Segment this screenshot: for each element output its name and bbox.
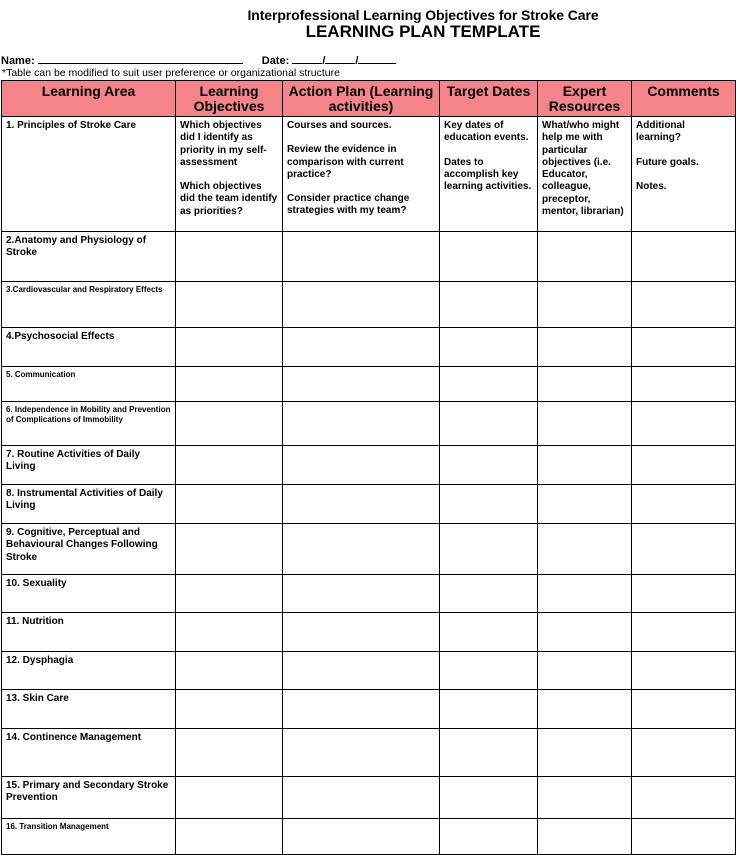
area-label: 2.Anatomy and Physiology of Stroke: [6, 235, 147, 259]
objectives-cell[interactable]: [176, 367, 283, 402]
action-cell[interactable]: [283, 446, 440, 485]
dates-cell[interactable]: [440, 575, 538, 613]
objectives-cell[interactable]: [176, 819, 283, 855]
dates-cell[interactable]: [440, 367, 538, 402]
resources-cell[interactable]: [538, 232, 632, 282]
table-row: [2, 402, 736, 446]
dates-cell[interactable]: [440, 777, 538, 819]
area-cell: [2, 117, 176, 232]
comments-cell[interactable]: [632, 402, 736, 446]
area-label: 1. Principles of Stroke Care: [6, 120, 137, 131]
area-cell: [2, 613, 176, 652]
resources-cell[interactable]: [538, 777, 632, 819]
dates-cell[interactable]: [440, 117, 538, 232]
resources-cell[interactable]: [538, 117, 632, 232]
comments-cell[interactable]: [632, 485, 736, 524]
area-label: 7. Routine Activities of Daily Living: [6, 449, 141, 473]
action-cell[interactable]: [283, 117, 440, 232]
comments-cell[interactable]: [632, 446, 736, 485]
action-prompt-3: Consider practice change strategies with my team?: [287, 193, 410, 217]
objectives-prompt-2: Which objectives did the team identify as priorities?: [180, 181, 278, 217]
area-label: 4.Psychosocial Effects: [6, 331, 115, 342]
objectives-cell[interactable]: [176, 690, 283, 729]
resources-cell[interactable]: [538, 402, 632, 446]
resources-cell[interactable]: [538, 690, 632, 729]
area-cell: [2, 777, 176, 819]
comments-cell[interactable]: [632, 524, 736, 575]
dates-prompt-1: Key dates of education events.: [444, 120, 529, 144]
table-row: [2, 819, 736, 855]
comments-cell[interactable]: [632, 232, 736, 282]
name-label: Name:: [1, 55, 35, 67]
header-learning-objectives: Learning Objectives: [176, 81, 283, 117]
table-row: [2, 690, 736, 729]
area-label: 14. Continence Management: [6, 732, 142, 743]
resources-cell[interactable]: [538, 446, 632, 485]
objectives-prompt-1: Which objectives did I identify as priority in my self-assessment: [180, 120, 267, 168]
area-cell: [2, 729, 176, 777]
resources-cell[interactable]: [538, 613, 632, 652]
dates-cell[interactable]: [440, 282, 538, 328]
resources-cell[interactable]: [538, 328, 632, 367]
area-label: 6. Independence in Mobility and Prevention of Complications of Immobility: [6, 405, 171, 424]
table-row: [2, 328, 736, 367]
header-comments: Comments: [632, 81, 736, 117]
table-row: [2, 446, 736, 485]
area-label: 16. Transition Management: [6, 822, 109, 831]
action-cell[interactable]: [283, 690, 440, 729]
area-cell: [2, 485, 176, 524]
comments-prompt-3: Notes.: [636, 180, 667, 192]
area-cell: [2, 402, 176, 446]
area-cell: [2, 367, 176, 402]
comments-cell[interactable]: [632, 367, 736, 402]
date-sep-2: /: [355, 55, 359, 67]
header-expert-resources: Expert Resources: [538, 81, 632, 117]
area-label: 9. Cognitive, Perceptual and Behavioural Changes Following Stroke: [6, 527, 158, 563]
header-target-dates: Target Dates: [440, 81, 538, 117]
dates-cell[interactable]: [440, 729, 538, 777]
date-field-month[interactable]: [325, 54, 355, 64]
area-label: 5. Communication: [6, 370, 76, 379]
header-learning-area: Learning Area: [2, 81, 176, 117]
table-row: [2, 282, 736, 328]
resources-prompt: What/who might help me with particular objectives (i.e. Educator, colleague, preceptor, mentor, librarian): [542, 120, 624, 218]
objectives-cell[interactable]: [176, 282, 283, 328]
header-row: [2, 81, 736, 117]
action-cell[interactable]: [283, 328, 440, 367]
action-cell[interactable]: [283, 282, 440, 328]
action-prompt-1: Courses and sources.: [287, 120, 392, 131]
comments-cell[interactable]: [632, 729, 736, 777]
name-field[interactable]: [38, 54, 243, 64]
dates-cell[interactable]: [440, 485, 538, 524]
resources-cell[interactable]: [538, 485, 632, 524]
learning-area-rows: [2, 232, 736, 855]
action-cell[interactable]: [283, 367, 440, 402]
table-row: [2, 117, 736, 232]
objectives-cell[interactable]: [176, 446, 283, 485]
resources-cell[interactable]: [538, 729, 632, 777]
area-cell: [2, 232, 176, 282]
objectives-cell[interactable]: [176, 613, 283, 652]
dates-cell[interactable]: [440, 652, 538, 690]
action-cell[interactable]: [283, 729, 440, 777]
area-cell: [2, 328, 176, 367]
table-row: [2, 367, 736, 402]
date-label: Date:: [261, 55, 290, 67]
dates-cell[interactable]: [440, 613, 538, 652]
action-cell[interactable]: [283, 402, 440, 446]
comments-cell[interactable]: [632, 575, 736, 613]
date-field-day[interactable]: [292, 54, 322, 64]
area-cell: [2, 446, 176, 485]
document-subtitle: LEARNING PLAN TEMPLATE: [305, 22, 541, 41]
action-cell[interactable]: [283, 575, 440, 613]
objectives-cell[interactable]: [176, 652, 283, 690]
area-label: 8. Instrumental Activities of Daily Living: [6, 488, 163, 512]
comments-cell[interactable]: [632, 777, 736, 819]
action-cell[interactable]: [283, 652, 440, 690]
comments-cell[interactable]: [632, 819, 736, 855]
table-row: [2, 575, 736, 613]
area-cell: [2, 524, 176, 575]
learning-plan-table: [1, 80, 736, 855]
action-cell[interactable]: [283, 524, 440, 575]
dates-cell[interactable]: [440, 819, 538, 855]
area-label: 11. Nutrition: [6, 616, 64, 627]
resources-cell[interactable]: [538, 819, 632, 855]
resources-cell[interactable]: [538, 282, 632, 328]
dates-cell[interactable]: [440, 402, 538, 446]
dates-cell[interactable]: [440, 524, 538, 575]
area-label: 13. Skin Care: [6, 693, 69, 704]
table-row: [2, 485, 736, 524]
table-row: [2, 524, 736, 575]
action-cell[interactable]: [283, 777, 440, 819]
objectives-cell[interactable]: [176, 402, 283, 446]
date-field-year[interactable]: [358, 54, 396, 64]
action-cell[interactable]: [283, 613, 440, 652]
resources-cell[interactable]: [538, 652, 632, 690]
objectives-cell[interactable]: [176, 232, 283, 282]
comments-cell[interactable]: [632, 613, 736, 652]
header-action-plan: Action Plan (Learning activities): [283, 81, 440, 117]
objectives-cell[interactable]: [176, 575, 283, 613]
table-row: [2, 613, 736, 652]
resources-cell[interactable]: [538, 575, 632, 613]
table-row: [2, 652, 736, 690]
objectives-cell[interactable]: [176, 328, 283, 367]
dates-cell[interactable]: [440, 690, 538, 729]
dates-cell[interactable]: [440, 328, 538, 367]
area-cell: [2, 575, 176, 613]
dates-prompt-2: Dates to accomplish key learning activities.: [444, 156, 532, 193]
name-date-line: [1, 54, 396, 67]
objectives-cell[interactable]: [176, 117, 283, 232]
objectives-cell[interactable]: [176, 777, 283, 819]
action-cell[interactable]: [283, 819, 440, 855]
area-cell: [2, 819, 176, 855]
area-cell: [2, 690, 176, 729]
area-cell: [2, 652, 176, 690]
area-label: 3.Cardiovascular and Respiratory Effects: [6, 285, 163, 294]
action-prompt-2: Review the evidence in comparison with current practice?: [287, 144, 404, 180]
comments-prompt-2: Future goals.: [636, 156, 699, 168]
table-row: [2, 232, 736, 282]
comments-cell[interactable]: [632, 652, 736, 690]
area-cell: [2, 282, 176, 328]
area-label: 10. Sexuality: [6, 578, 67, 589]
objectives-cell[interactable]: [176, 729, 283, 777]
comments-cell[interactable]: [632, 690, 736, 729]
action-cell[interactable]: [283, 232, 440, 282]
table-note: *Table can be modified to suit user preference or organizational structure: [2, 67, 340, 79]
dates-cell[interactable]: [440, 232, 538, 282]
date-sep-1: /: [322, 55, 326, 67]
comments-cell[interactable]: [632, 282, 736, 328]
area-label: 15. Primary and Secondary Stroke Prevention: [6, 780, 169, 804]
resources-cell[interactable]: [538, 367, 632, 402]
area-label: 12. Dysphagia: [6, 655, 74, 666]
comments-prompt-1: Additional learning?: [636, 120, 685, 144]
action-cell[interactable]: [283, 485, 440, 524]
comments-cell[interactable]: [632, 117, 736, 232]
table-row: [2, 729, 736, 777]
objectives-cell[interactable]: [176, 524, 283, 575]
table-row: [2, 777, 736, 819]
objectives-cell[interactable]: [176, 485, 283, 524]
dates-cell[interactable]: [440, 446, 538, 485]
document-title: Interprofessional Learning Objectives for Stroke Care: [247, 7, 599, 23]
resources-cell[interactable]: [538, 524, 632, 575]
comments-cell[interactable]: [632, 328, 736, 367]
